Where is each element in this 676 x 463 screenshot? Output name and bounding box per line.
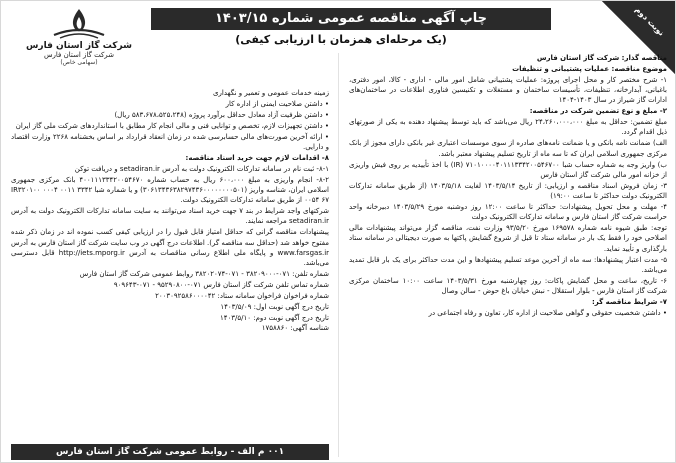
- text-line: ۲- مبلغ و نوع تضمین شرکت در مناقصه:: [529, 107, 667, 116]
- text-line: ۸-۱- ثبت نام در سامانه تدارکات الکترونیک دولت به آدرس setadiran.ir و دریافت توکن: [74, 164, 329, 173]
- text-line: شماره تماس تلفن شرکت گاز استان فارس ۰۷۱-۹۵۲۹۰۸۰۰ - ۰۷۱-۹۰۹۶۴۳: [113, 280, 329, 289]
- text-line: • داشتن ظرفیت آزاد معادل حداقل برآورد پروژه (۵۸۳،۶۷۸،۵۲۵،۲۴۸ ریال): [114, 110, 329, 119]
- corner-tag: نوبت دوم: [633, 4, 667, 38]
- text-line: • ارائه آخرین صورت‌های مالی حسابرسی شده در زمان انعقاد قرارداد بر اساس بخشنامه ۲۲۶۸ وزارت اقتصاد و دارایی.: [11, 132, 329, 151]
- brand-sub-name: شرکت گاز استان فارس: [43, 51, 115, 59]
- text-line: پیشنهادات مناقصه گرانی که حداقل امتیاز قابل قبول را در ارزیابی کیفی کسب نموده اند در زمان ذکر شده مفتوح خواهد شد (حداقل سه مناقصه گر). اطلاعات درج آگهی در وب سایت شرکت گاز استان فارس به آدرس www.farsgas.ir و پایگاه ملی اطلاع رسانی مناقصات به آدرس http://iets.mporg.ir قابل دسترسی می‌باشد.: [11, 228, 329, 268]
- text-line: ۸- اقدامات لازم جهت خرید اسناد مناقصه:: [185, 153, 329, 162]
- text-line: ب) واریز وجه به شماره حساب شبا IR) ۷۱۰۱۰۰۰۰۴۰۱۱۱۳۳۴۲۰۰۵۴۶۷۰۰) با اخذ تأییدیه بر روی فیش واریزی از خزانه امور مالی شرکت گاز استان فارس: [349, 160, 667, 179]
- text-line: ۶- تاریخ، ساعت و محل گشایش پاکات: روز چهارشنبه مورخ ۱۴۰۳/۵/۳۱ ساعت ۱۰:۰۰ ساختمان مرکزی شرکت گاز استان فارس - بلوار استقلال - نبش خیابان باغ حوض - سالن وصال: [349, 276, 667, 296]
- text-line: الف) ضمانت نامه بانکی و یا ضمانت نامه‌های صادره از سوی موسسات اعتباری غیر بانکی دارای مجوز از بانک مرکزی جمهوری اسلامی ایران که تا سه ماه از تاریخ تسلیم پیشنهاد معتبر باشد.: [349, 139, 667, 158]
- text-line: شناسه آگهی: ۱۷۵۸۸۶۰: [261, 324, 329, 333]
- footer-bar: ۰۰۱ م الف - روابط عمومی شرکت گاز استان فارس: [11, 444, 329, 460]
- text-line: • داشتن تجهیزات لازم، تخصص و توانایی فنی و مالی انجام کار مطابق با استانداردهای شرکت ملی گاز ایران: [15, 121, 329, 130]
- text-line: • داشتن صلاحیت ایمنی از اداره کار: [225, 99, 329, 108]
- text-line: ۴- مهلت و محل تحویل پیشنهادات: حداکثر تا ساعت ۱۲:۰۰ روز دوشنبه مورخ ۱۴۰۳/۵/۲۹ دبیرخانه واحد حراست شرکت گاز استان فارس و سامانه تدارکات الکترونیک دولت: [349, 202, 667, 222]
- text-line: ۷- شرایط مناقصه گر:: [591, 297, 667, 306]
- text-line: شماره تلفن: ۰۷۱-۳۸۲۰۹۰۰۰ - ۰۷۱-۳۸۲۰۲۰۷۴ روابط عمومی شرکت گاز استان فارس: [79, 269, 329, 278]
- brand-name: شرکت گاز استان فارس: [26, 41, 132, 51]
- left-column: [11, 88, 329, 440]
- notice-title: چاپ آگهی مناقصه عمومی شماره ۱۴۰۳/۱۵: [151, 8, 551, 30]
- text-line: ۳- زمان فروش اسناد مناقصه و ارزیابی: از تاریخ ۱۴۰۳/۵/۱۴ لغایت ۱۴۰۳/۵/۱۸ (از طریق سامانه تدارکات الکترونیک دولت حداکثر تا ساعت ۱۹:۰۰): [349, 181, 667, 201]
- text-line: زمینه خدمات عمومی و تعمیر و نگهداری: [213, 89, 329, 97]
- text-line: تاریخ درج آگهی نوبت دوم: ۱۴۰۳/۵/۱۰: [219, 313, 329, 322]
- text-line: ۵- مدت اعتبار پیشنهادها: سه ماه از آخرین موعد تسلیم پیشنهادها و این مدت حداکثر برای یک بار قابل تمدید می‌باشد.: [349, 255, 667, 274]
- text-line: مناقصه گذار: شرکت گاز استان فارس: [536, 54, 667, 62]
- text-line: شرکتهای واجد شرایط در بند ۷ جهت خرید اسناد می‌توانند به سایت سامانه تدارکات الکترونیک دولت به آدرس setadiran.ir مراجعه نمایند.: [11, 207, 329, 226]
- notice-subtitle: (یک مرحله‌ای همزمان با ارزیابی کیفی): [235, 33, 447, 46]
- text-line: موضوع مناقصه: عملیات پشتیبانی و تنظیفات: [512, 64, 667, 73]
- text-line: • داشتن شخصیت حقوقی و گواهی صلاحیت از اداره کار، تعاون و رفاه اجتماعی در: [428, 308, 667, 317]
- text-line: ۱- شرح مختصر کار و محل اجرای پروژه: عملیات پشتیبانی شامل امور مالی - اداری - کالا، امور دفتری، باغبانی، آبدارخانه، تنظیفات، تأسیسات ساختمان و مستغلات و تکنیسین فناوری اطلاعات در ساختمان‌های ادارات گاز شیراز در سال ۱۴۰۳-۱۴۰۴: [349, 75, 667, 105]
- brand-legal-note: (سهامی خاص): [60, 59, 98, 66]
- column-divider: [338, 53, 339, 457]
- gas-company-logo-icon: [42, 7, 116, 41]
- text-line: ۸-۲- انجام واریزی به مبلغ ۶۰۰،۰۰۰ ریال به حساب شماره ۴۰۰۱۱۱۳۳۴۲۰۰۵۴۶۷۰ بانک مرکزی جمهوری اسلامی ایران، شناسه واریز (۳۰۶۱۳۴۳۶۳۸۲۹۷۴۳۶۰۰۰۰۰۰۰۰۵۰۱) و یا شماره شبا IR۳۲۰۱۰۰ ۰۰۰۴ ۰۰۱۱ ۳۳۴۲ ۰۰۵۴ ۶۷ از طریق سامانه تدارکات الکترونیک دولت.: [11, 175, 329, 205]
- right-column: [349, 53, 667, 457]
- company-logo-block: [15, 7, 143, 66]
- text-line: شماره فراخوان فراخوان سامانه ستاد: ۲۰۰۳۰۹۲۵۸۶۰۰۰۰۴۲: [155, 291, 329, 300]
- text-line: توجه: طبق شیوه نامه شماره ۱۶۹۵۷۸ مورخ ۹۳/۵/۲۰ وزارت نفت، مناقصه گزار می‌تواند پیشنهادات مالی اصلاحی خود را فقط یک بار در سامانه ستاد تا قبل از شروع گشایش پاکتها به صورت دیجیتالی در سامانه ستاد بارگذاری و تأیید نماید.: [349, 224, 667, 253]
- text-line: تاریخ درج آگهی نوبت اول: ۱۴۰۳/۵/۰۹: [220, 302, 329, 311]
- text-line: مبلغ تضمین: حداقل به مبلغ ۲۴،۲۶۰،۰۰۰،۰۰۰ ریال می‌باشد که باید توسط پیشنهاد دهنده به یکی از صورتهای ذیل اقدام گردد.: [349, 118, 667, 137]
